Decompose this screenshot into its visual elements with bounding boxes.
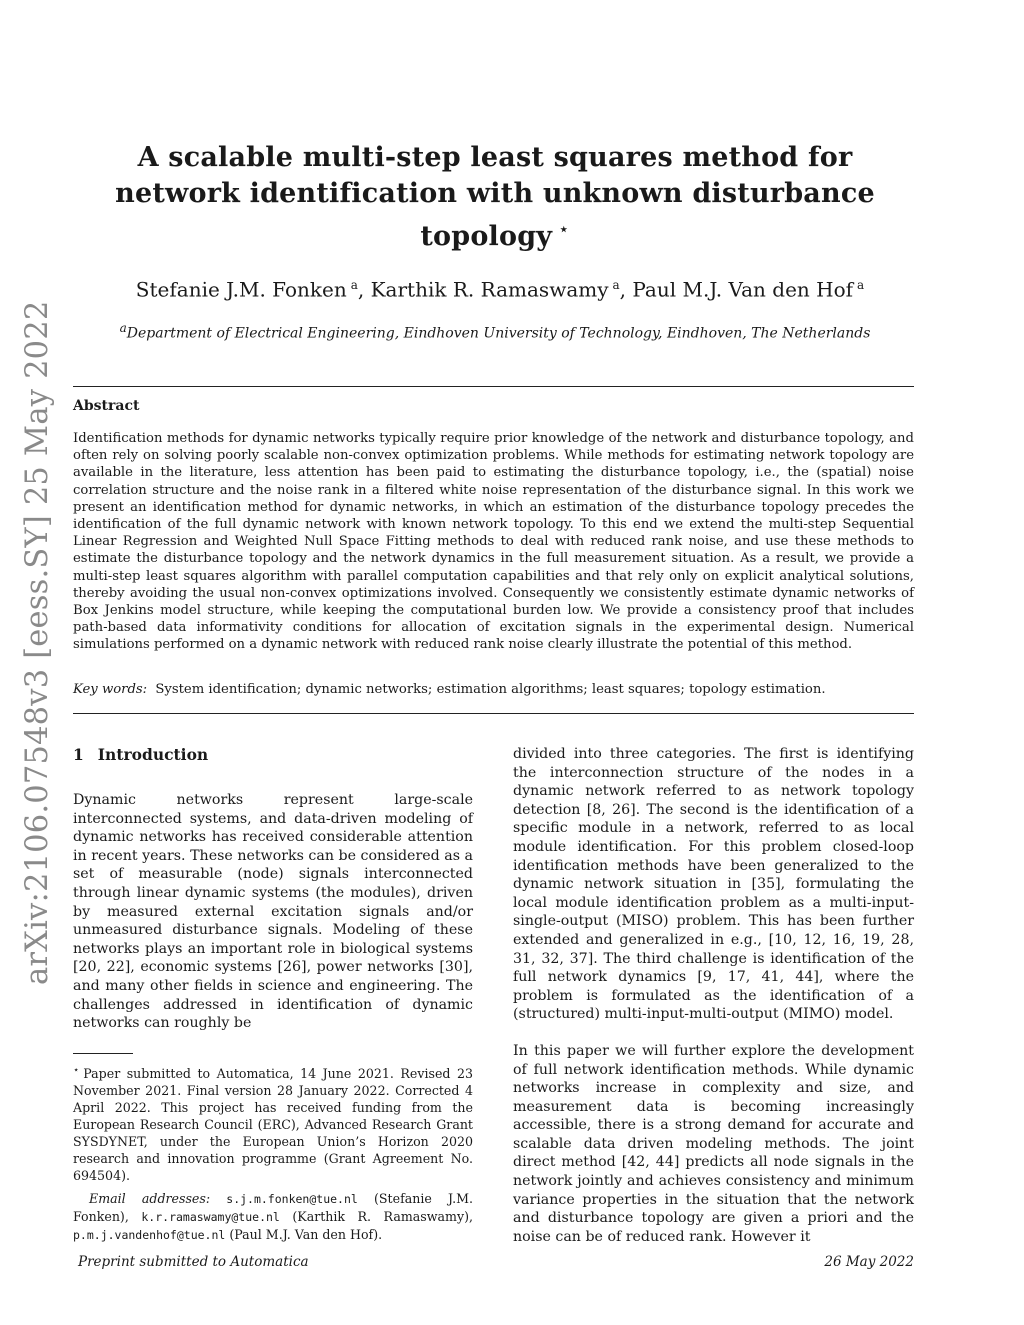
keywords bbox=[73, 681, 914, 698]
title-footnote-marker[interactable]: ⋆ bbox=[558, 219, 570, 240]
email-owner: (Karthik R. Ramaswamy), bbox=[279, 1208, 474, 1224]
author-affil-marker: a bbox=[350, 278, 358, 292]
section-heading bbox=[73, 745, 473, 765]
abstract-bottom-rule bbox=[73, 713, 914, 714]
email-addresses bbox=[73, 1190, 473, 1244]
email-link[interactable]: k.r.ramaswamy@tue.nl bbox=[141, 1209, 280, 1224]
abstract-heading: Abstract bbox=[73, 398, 140, 414]
affiliation-text: Department of Electrical Engineering, Eindhoven University of Technology, Eindhoven, The Netherlands bbox=[126, 325, 871, 342]
left-column bbox=[73, 745, 473, 1244]
section-number: 1 bbox=[73, 745, 84, 764]
footer-preprint-note: Preprint submitted to Automatica bbox=[78, 1254, 309, 1270]
author-name: Stefanie J.M. Fonken bbox=[135, 277, 347, 302]
email-link[interactable]: p.m.j.vandenhof@tue.nl bbox=[73, 1227, 226, 1242]
right-column bbox=[513, 745, 914, 1246]
email-link[interactable]: s.j.m.fonken@tue.nl bbox=[226, 1191, 358, 1206]
abstract-top-rule bbox=[73, 386, 914, 387]
keywords-label: Key words: bbox=[73, 682, 148, 697]
title-text: A scalable multi-step least squares method for network identification with unknown disturbance topology bbox=[115, 142, 875, 252]
arxiv-stamp: arXiv:2106.07548v3 [eess.SY] 25 May 2022 bbox=[20, 300, 55, 985]
footnote bbox=[73, 1062, 473, 1184]
affiliation bbox=[100, 318, 890, 344]
author-affil-marker: a bbox=[612, 278, 620, 292]
author-list bbox=[100, 272, 900, 303]
author-separator: , bbox=[619, 277, 633, 302]
email-owner: (Paul M.J. Van den Hof). bbox=[225, 1226, 383, 1242]
intro-paragraph-continued: divided into three categories. The first is identifying the interconnection structure of the nodes in a dynamic network referred to as network topology detection [8, 26]. The second is the identification of a specific module in a network, referred to as local module identification. For this problem closed-loop identification methods have been generalized to the dynamic network situation in [35], formulating the local module identification problem as a multi-input-single-output (MISO) problem. This has been further extended and generalized in e.g., [10, 12, 16, 19, 28, 31, 32, 37]. The third challenge is identification of the full network dynamics [9, 17, 41, 44], where the problem is formulated as the identification of a (structured) multi-input-multi-output (MIMO) model. bbox=[513, 746, 914, 1023]
keywords-text: System identification; dynamic networks; estimation algorithms; least squares; topology estimation. bbox=[155, 682, 826, 697]
intro-paragraph: In this paper we will further explore the development of full network identification methods. While dynamic networks increase in complexity and size, and measurement data is becoming increasingly accessible, there is a strong demand for accurate and scalable data driven modeling methods. The joint direct method [42, 44] predicts all node signals in the network jointly and achieves consistency and minimum variance properties in the situation that the network and disturbance topology are given a priori and the noise can be of reduced rank. However it bbox=[513, 1042, 914, 1245]
section-title: Introduction bbox=[97, 745, 209, 764]
author-separator: , bbox=[357, 277, 371, 302]
footer-date: 26 May 2022 bbox=[824, 1254, 914, 1270]
footnote-text: Paper submitted to Automatica, 14 June 2021. Revised 23 November 2021. Final version 28 January 2022. Corrected 4 April 2022. This project has received funding from the European Research Council (ERC), Advanced Research Grant SYSDYNET, under the European Union’s Horizon 2020 research and innovation programme (Grant Agreement No. 694504). bbox=[73, 1065, 473, 1183]
author-name: Paul M.J. Van den Hof bbox=[632, 277, 854, 302]
footnote-rule bbox=[73, 1053, 133, 1054]
intro-paragraph: Dynamic networks represent large-scale interconnected systems, and data-driven modeling of dynamic networks has received considerable attention in recent years. These networks can be considered as a set of measurable (node) signals interconnected through linear dynamic systems (the modules), driven by measured external excitation signals and/or unmeasured disturbance signals. Modeling of these networks plays an important role in biological systems [20, 22], economic systems [26], power networks [30], and many other fields in science and engineering. The challenges addressed in identification of dynamic networks can roughly be bbox=[73, 792, 473, 1032]
affiliation-marker: a bbox=[119, 321, 127, 335]
abstract-body: Identification methods for dynamic networks typically require prior knowledge of the network and disturbance topology, and often rely on solving poorly scalable non-convex optimization problems. While methods for estimating network topology are available in the literature, less attention has been paid to estimating the disturbance topology, i.e., the (spatial) noise correlation structure and the noise rank in a filtered white noise representation of the disturbance signal. In this work we present an identification method for dynamic networks, in which an estimation of the disturbance topology precedes the identification of the full dynamic network with known network topology. To this end we extend the multi-step Sequential Linear Regression and Weighted Null Space Fitting methods to deal with reduced rank noise, and use these methods to estimate the disturbance topology and the network dynamics in the full measurement situation. As a result, we provide a multi-step least squares algorithm with parallel computation capabilities and that rely only on explicit analytical solutions, thereby avoiding the usual non-convex optimizations involved. Consequently we consistently estimate dynamic networks of Box Jenkins model structure, while keeping the computational burden low. We provide a consistency proof that includes path-based data informativity conditions for allocation of excitation signals in the experimental design. Numerical simulations performed on a dynamic network with reduced rank noise clearly illustrate the potential of this method. bbox=[73, 431, 914, 653]
author-affil-marker: a bbox=[857, 278, 865, 292]
email-label: Email addresses: bbox=[89, 1190, 211, 1206]
footnote-marker: ⋆ bbox=[73, 1064, 80, 1076]
author-name: Karthik R. Ramaswamy bbox=[370, 277, 609, 302]
paper-title bbox=[110, 140, 880, 255]
email-owner: (Stefanie J.M. Fonken), bbox=[73, 1190, 473, 1224]
